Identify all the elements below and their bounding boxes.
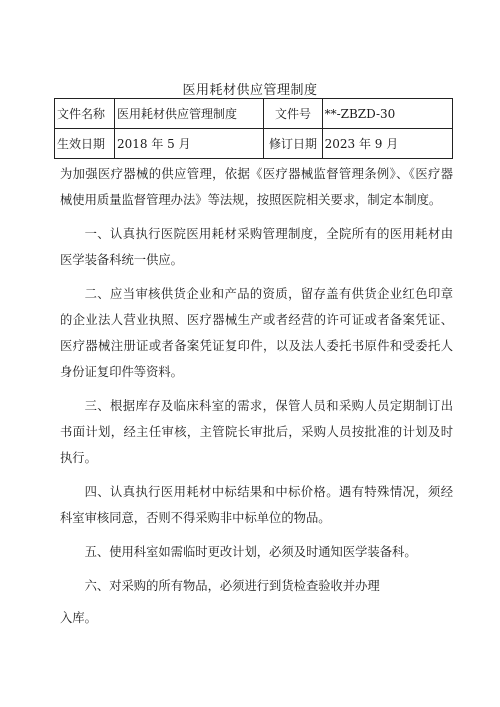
clause-1: 一、认真执行医院医用耗材采购管理制度，全院所有的医用耗材由医学装备科统一供应。 bbox=[60, 227, 453, 267]
clause-4: 四、认真执行医用耗材中标结果和中标价格。遇有特殊情况，须经科室审核同意，否则不得采购非中标单位的物品。 bbox=[60, 485, 453, 525]
document-title: 医用耗材供应管理制度 bbox=[182, 83, 318, 98]
clause-5: 五、使用科室如需临时更改计划，必须及时通知医学装备科。 bbox=[84, 545, 417, 559]
document-body bbox=[60, 161, 453, 631]
clause-6-continuation: 入库。 bbox=[60, 611, 97, 625]
file-name-value: 医用耗材供应管理制度 bbox=[114, 99, 263, 129]
effective-date-value: 2018 年 5 月 bbox=[114, 129, 263, 159]
file-number-label: 文件号 bbox=[264, 99, 322, 129]
info-row-file bbox=[55, 99, 453, 129]
document-info-table bbox=[54, 98, 453, 159]
file-number-value: **-ZBZD-30 bbox=[322, 99, 452, 129]
intro-paragraph: 为加强医疗器械的供应管理，依据《医疗器械监督管理条例》、《医疗器械使用质量监督管理办法》等法规，按照医院相关要求，制定本制度。 bbox=[60, 167, 453, 207]
info-row-dates bbox=[55, 129, 453, 159]
revision-date-label: 修订日期 bbox=[264, 129, 322, 159]
clause-2: 二、应当审核供货企业和产品的资质，留存盖有供货企业红色印章的企业法人营业执照、医疗器械生产或者经营的许可证或者备案凭证、医疗器械注册证或者备案凭证复印件，以及法人委托书原件和受委托人身份证复印件等资料。 bbox=[60, 287, 453, 379]
file-name-label: 文件名称 bbox=[55, 99, 115, 129]
effective-date-label: 生效日期 bbox=[55, 129, 115, 159]
clause-3: 三、根据库存及临床科室的需求，保管人员和采购人员定期制订出书面计划，经主任审核，主管院长审批后，采购人员按批准的计划及时执行。 bbox=[60, 399, 453, 465]
revision-date-value: 2023 年 9 月 bbox=[322, 129, 452, 159]
clause-6: 六、对采购的所有物品，必须进行到货检查验收并办理 bbox=[84, 579, 380, 593]
